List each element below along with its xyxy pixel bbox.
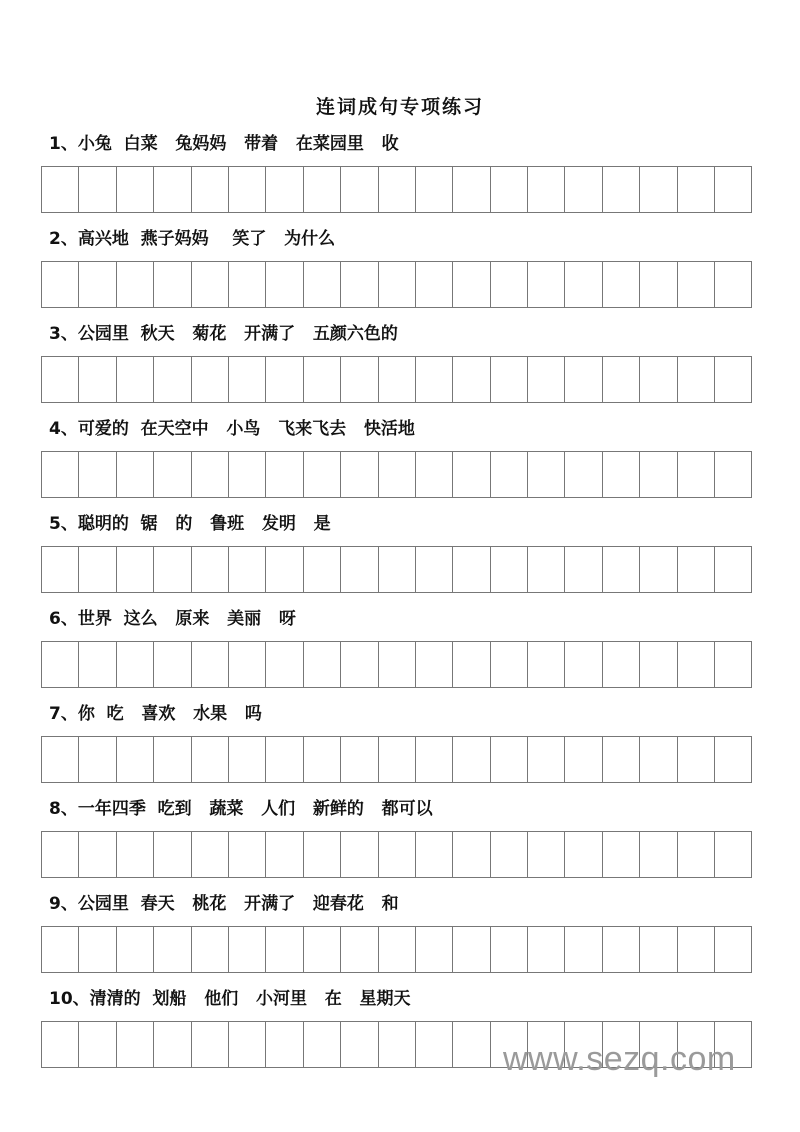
answer-cell[interactable] (491, 261, 528, 308)
answer-cell[interactable] (304, 1021, 341, 1068)
answer-grid (41, 641, 758, 688)
answer-cell[interactable] (79, 546, 116, 593)
answer-cell[interactable] (379, 736, 416, 783)
exercise-prompt: 8、一年四季 吃到 蔬菜 人们 新鲜的 都可以 (49, 799, 433, 819)
answer-cell[interactable] (42, 831, 79, 878)
answer-cell[interactable] (42, 451, 79, 498)
answer-cell[interactable] (42, 1021, 79, 1068)
answer-cell[interactable] (565, 261, 602, 308)
answer-cell[interactable] (304, 546, 341, 593)
answer-cell[interactable] (266, 926, 303, 973)
exercise-item (41, 321, 758, 403)
answer-cell[interactable] (715, 261, 752, 308)
answer-cell[interactable] (266, 736, 303, 783)
answer-cell[interactable] (565, 546, 602, 593)
answer-cell[interactable] (266, 641, 303, 688)
answer-cell[interactable] (715, 831, 752, 878)
answer-cell[interactable] (229, 831, 266, 878)
exercise-prompt: 10、清清的 划船 他们 小河里 在 星期天 (49, 989, 411, 1009)
answer-cell[interactable] (304, 641, 341, 688)
answer-cell[interactable] (154, 736, 191, 783)
answer-cell[interactable] (379, 356, 416, 403)
answer-cell[interactable] (117, 546, 154, 593)
answer-cell[interactable] (416, 546, 453, 593)
answer-cell[interactable] (117, 736, 154, 783)
answer-cell[interactable] (715, 546, 752, 593)
answer-cell[interactable] (266, 1021, 303, 1068)
answer-cell[interactable] (79, 451, 116, 498)
answer-cell[interactable] (416, 356, 453, 403)
answer-cell[interactable] (491, 926, 528, 973)
answer-cell[interactable] (42, 546, 79, 593)
exercise-item (41, 796, 758, 878)
answer-cell[interactable] (192, 356, 229, 403)
exercise-item (41, 131, 758, 213)
exercise-prompt: 9、公园里 春天 桃花 开满了 迎春花 和 (49, 894, 399, 914)
watermark: www.sezq.com (503, 1040, 736, 1078)
answer-cell[interactable] (229, 546, 266, 593)
answer-cell[interactable] (379, 451, 416, 498)
answer-cell[interactable] (453, 831, 490, 878)
answer-cell[interactable] (341, 356, 378, 403)
answer-grid (41, 356, 758, 403)
answer-cell[interactable] (678, 831, 715, 878)
answer-cell[interactable] (192, 261, 229, 308)
answer-cell[interactable] (341, 546, 378, 593)
exercise-prompt: 5、聪明的 锯 的 鲁班 发明 是 (49, 514, 331, 534)
answer-cell[interactable] (453, 451, 490, 498)
answer-cell[interactable] (341, 736, 378, 783)
answer-cell[interactable] (678, 641, 715, 688)
answer-cell[interactable] (79, 831, 116, 878)
answer-cell[interactable] (528, 451, 565, 498)
answer-cell[interactable] (603, 356, 640, 403)
answer-cell[interactable] (565, 641, 602, 688)
answer-cell[interactable] (491, 166, 528, 213)
exercise-item (41, 891, 758, 973)
answer-cell[interactable] (154, 1021, 191, 1068)
answer-cell[interactable] (117, 166, 154, 213)
answer-cell[interactable] (192, 736, 229, 783)
exercise-prompt: 7、你 吃 喜欢 水果 吗 (49, 704, 262, 724)
answer-cell[interactable] (379, 641, 416, 688)
answer-cell[interactable] (453, 1021, 490, 1068)
answer-cell[interactable] (640, 166, 677, 213)
answer-cell[interactable] (416, 926, 453, 973)
answer-cell[interactable] (79, 641, 116, 688)
answer-cell[interactable] (42, 261, 79, 308)
answer-cell[interactable] (491, 641, 528, 688)
answer-cell[interactable] (229, 261, 266, 308)
answer-cell[interactable] (603, 831, 640, 878)
answer-cell[interactable] (640, 546, 677, 593)
answer-cell[interactable] (678, 546, 715, 593)
answer-cell[interactable] (603, 451, 640, 498)
answer-cell[interactable] (416, 166, 453, 213)
answer-cell[interactable] (678, 356, 715, 403)
answer-cell[interactable] (416, 1021, 453, 1068)
answer-cell[interactable] (528, 166, 565, 213)
answer-cell[interactable] (715, 166, 752, 213)
answer-cell[interactable] (79, 261, 116, 308)
answer-cell[interactable] (341, 166, 378, 213)
answer-cell[interactable] (266, 166, 303, 213)
answer-cell[interactable] (341, 926, 378, 973)
answer-cell[interactable] (603, 261, 640, 308)
answer-cell[interactable] (266, 451, 303, 498)
exercise-prompt: 2、高兴地 燕子妈妈 笑了 为什么 (49, 229, 336, 249)
answer-cell[interactable] (453, 641, 490, 688)
answer-cell[interactable] (304, 261, 341, 308)
exercise-item (41, 511, 758, 593)
answer-cell[interactable] (565, 736, 602, 783)
answer-cell[interactable] (79, 1021, 116, 1068)
answer-cell[interactable] (453, 261, 490, 308)
answer-cell[interactable] (154, 546, 191, 593)
answer-cell[interactable] (565, 831, 602, 878)
answer-cell[interactable] (678, 736, 715, 783)
answer-cell[interactable] (528, 546, 565, 593)
answer-cell[interactable] (715, 451, 752, 498)
answer-cell[interactable] (154, 261, 191, 308)
answer-cell[interactable] (379, 166, 416, 213)
answer-cell[interactable] (528, 356, 565, 403)
answer-cell[interactable] (565, 451, 602, 498)
answer-cell[interactable] (416, 261, 453, 308)
answer-cell[interactable] (678, 451, 715, 498)
worksheet-title: 连词成句专项练习 (315, 96, 484, 118)
answer-cell[interactable] (453, 546, 490, 593)
answer-cell[interactable] (640, 261, 677, 308)
answer-cell[interactable] (528, 736, 565, 783)
answer-cell[interactable] (715, 926, 752, 973)
answer-grid (41, 451, 758, 498)
answer-cell[interactable] (416, 736, 453, 783)
answer-cell[interactable] (565, 356, 602, 403)
answer-grid (41, 736, 758, 783)
answer-cell[interactable] (341, 831, 378, 878)
answer-cell[interactable] (266, 261, 303, 308)
answer-cell[interactable] (117, 926, 154, 973)
answer-cell[interactable] (528, 831, 565, 878)
answer-cell[interactable] (416, 831, 453, 878)
answer-cell[interactable] (304, 736, 341, 783)
answer-cell[interactable] (715, 641, 752, 688)
answer-cell[interactable] (229, 926, 266, 973)
answer-cell[interactable] (266, 546, 303, 593)
answer-cell[interactable] (229, 451, 266, 498)
answer-cell[interactable] (192, 641, 229, 688)
answer-cell[interactable] (640, 831, 677, 878)
answer-cell[interactable] (341, 451, 378, 498)
answer-cell[interactable] (154, 166, 191, 213)
answer-cell[interactable] (229, 736, 266, 783)
answer-cell[interactable] (341, 641, 378, 688)
answer-cell[interactable] (304, 926, 341, 973)
answer-cell[interactable] (79, 166, 116, 213)
answer-grid (41, 926, 758, 973)
answer-cell[interactable] (640, 641, 677, 688)
answer-cell[interactable] (715, 356, 752, 403)
answer-cell[interactable] (453, 736, 490, 783)
answer-cell[interactable] (640, 736, 677, 783)
answer-cell[interactable] (304, 166, 341, 213)
answer-cell[interactable] (304, 831, 341, 878)
answer-cell[interactable] (42, 166, 79, 213)
exercise-item (41, 701, 758, 783)
answer-cell[interactable] (42, 356, 79, 403)
answer-cell[interactable] (640, 451, 677, 498)
exercise-item (41, 606, 758, 688)
answer-cell[interactable] (192, 451, 229, 498)
answer-cell[interactable] (565, 166, 602, 213)
answer-grid (41, 546, 758, 593)
answer-cell[interactable] (603, 546, 640, 593)
answer-cell[interactable] (266, 356, 303, 403)
answer-cell[interactable] (416, 641, 453, 688)
exercise-prompt: 6、世界 这么 原来 美丽 呀 (49, 609, 296, 629)
answer-cell[interactable] (379, 1021, 416, 1068)
answer-cell[interactable] (117, 641, 154, 688)
answer-cell[interactable] (154, 641, 191, 688)
answer-cell[interactable] (491, 831, 528, 878)
answer-cell[interactable] (229, 1021, 266, 1068)
answer-cell[interactable] (453, 356, 490, 403)
answer-cell[interactable] (379, 546, 416, 593)
answer-cell[interactable] (304, 451, 341, 498)
answer-cell[interactable] (192, 546, 229, 593)
answer-cell[interactable] (341, 261, 378, 308)
answer-cell[interactable] (154, 926, 191, 973)
answer-cell[interactable] (79, 356, 116, 403)
answer-cell[interactable] (341, 1021, 378, 1068)
answer-cell[interactable] (603, 736, 640, 783)
answer-cell[interactable] (640, 356, 677, 403)
answer-cell[interactable] (42, 641, 79, 688)
answer-cell[interactable] (491, 546, 528, 593)
answer-cell[interactable] (192, 831, 229, 878)
answer-cell[interactable] (117, 261, 154, 308)
answer-cell[interactable] (379, 831, 416, 878)
answer-cell[interactable] (528, 926, 565, 973)
answer-cell[interactable] (528, 261, 565, 308)
answer-cell[interactable] (603, 926, 640, 973)
answer-cell[interactable] (491, 451, 528, 498)
answer-cell[interactable] (192, 1021, 229, 1068)
answer-cell[interactable] (79, 926, 116, 973)
answer-cell[interactable] (229, 166, 266, 213)
exercise-item (41, 416, 758, 498)
answer-grid (41, 166, 758, 213)
answer-cell[interactable] (491, 356, 528, 403)
answer-cell[interactable] (154, 831, 191, 878)
exercise-prompt: 4、可爱的 在天空中 小鸟 飞来飞去 快活地 (49, 419, 415, 439)
answer-cell[interactable] (453, 926, 490, 973)
answer-cell[interactable] (117, 831, 154, 878)
exercise-item (41, 226, 758, 308)
answer-cell[interactable] (640, 926, 677, 973)
answer-cell[interactable] (192, 926, 229, 973)
answer-cell[interactable] (266, 831, 303, 878)
answer-cell[interactable] (117, 451, 154, 498)
answer-cell[interactable] (304, 356, 341, 403)
answer-grid (41, 261, 758, 308)
answer-cell[interactable] (42, 926, 79, 973)
answer-cell[interactable] (491, 736, 528, 783)
answer-cell[interactable] (678, 261, 715, 308)
answer-cell[interactable] (678, 166, 715, 213)
answer-grid (41, 831, 758, 878)
exercise-prompt: 1、小兔 白菜 兔妈妈 带着 在菜园里 收 (49, 134, 399, 154)
answer-cell[interactable] (117, 356, 154, 403)
answer-cell[interactable] (715, 736, 752, 783)
answer-cell[interactable] (192, 166, 229, 213)
answer-cell[interactable] (603, 641, 640, 688)
answer-cell[interactable] (528, 641, 565, 688)
answer-cell[interactable] (229, 641, 266, 688)
answer-cell[interactable] (565, 926, 602, 973)
answer-cell[interactable] (229, 356, 266, 403)
answer-cell[interactable] (603, 166, 640, 213)
answer-cell[interactable] (154, 356, 191, 403)
exercise-prompt: 3、公园里 秋天 菊花 开满了 五颜六色的 (49, 324, 398, 344)
answer-cell[interactable] (416, 451, 453, 498)
answer-cell[interactable] (154, 451, 191, 498)
answer-cell[interactable] (79, 736, 116, 783)
answer-cell[interactable] (453, 166, 490, 213)
answer-cell[interactable] (379, 926, 416, 973)
answer-cell[interactable] (42, 736, 79, 783)
answer-cell[interactable] (117, 1021, 154, 1068)
answer-cell[interactable] (379, 261, 416, 308)
answer-cell[interactable] (678, 926, 715, 973)
